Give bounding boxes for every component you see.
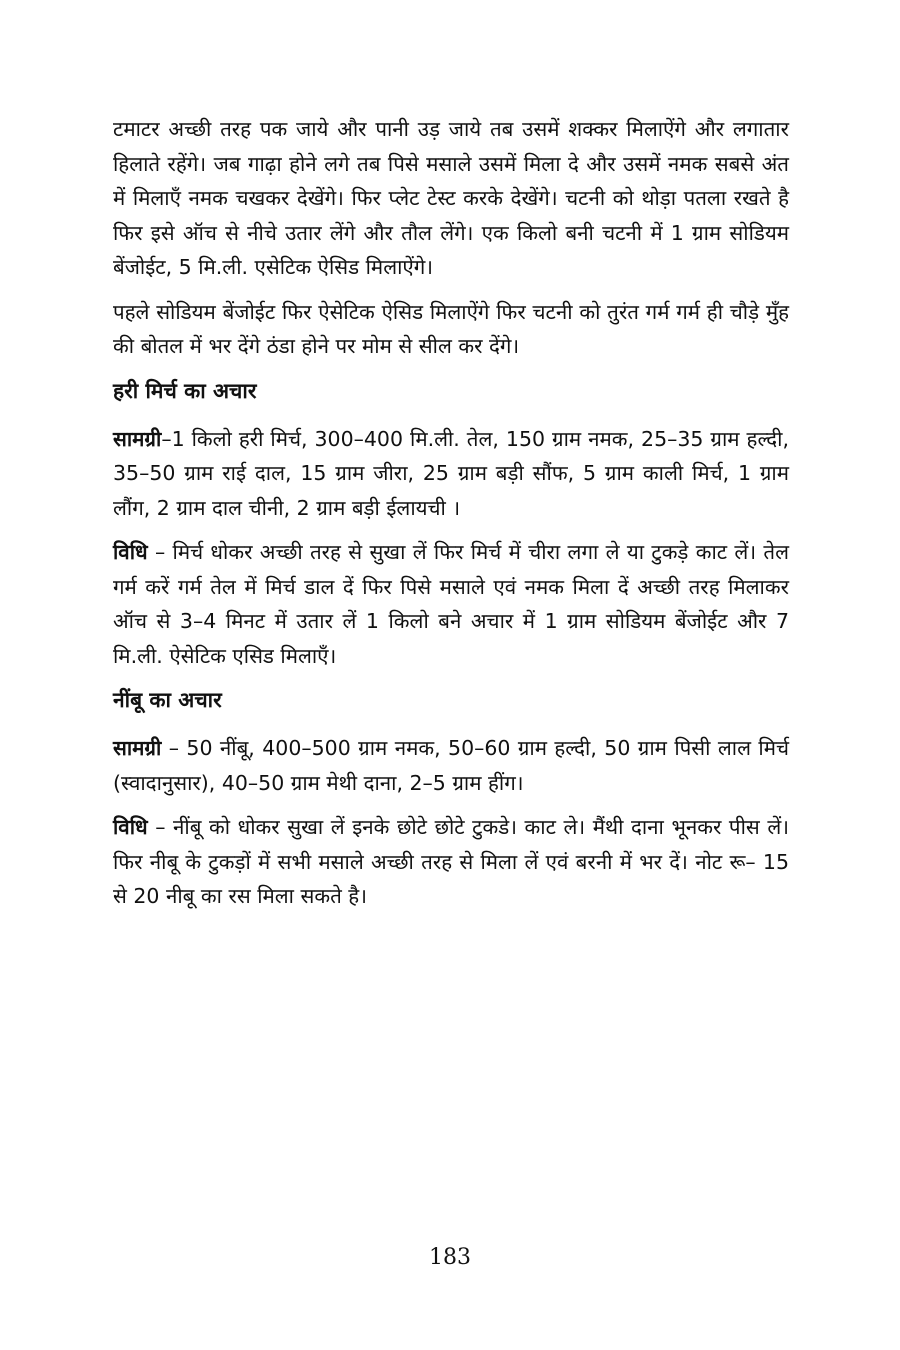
green-chilli-pickle-heading: हरी मिर्च का अचार [113,378,257,403]
method-text: – मिर्च धोकर अच्छी तरह से सुखा लें फिर मिर्च में चीरा लगा ले या टुकड़े काट लें। तेल गर्म करें गर्म तेल में मिर्च डाल दें फिर पिसे मसाले एवं नमक मिला दें अच्छी तरह मिलाकर ऑच से 3–4 मिनट में उतार लें 1 किलो बने अचार में 1 ग्राम सोडियम बेंजोईट और 7 मि.ली. ऐसेटिक एसिड मिलाएँ। [113,540,789,668]
green-chilli-method [113,535,789,673]
ingredients-label: सामग्री [113,736,162,760]
ingredients-label: सामग्री [113,426,162,451]
method-text: – नींबू को धोकर सुखा लें इनके छोटे छोटे टुकडे। काट ले। मैंथी दाना भूनकर पीस लें। फिर नीबू के टुकड़ों में सभी मसाले अच्छी तरह से मिला लें एवं बरनी में भर दें। नोट रू– 15 से 20 नीबू का रस मिला सकते है। [113,815,789,908]
method-label: विधि [113,540,148,564]
page-content [113,112,789,924]
chutney-method-paragraph: टमाटर अच्छी तरह पक जाये और पानी उड़ जाये तब उसमें शक्कर मिलाऐंगे और लगातार हिलाते रहेंगे। जब गाढ़ा होने लगे तब पिसे मसाले उसमें मिला दे और उसमें नमक सबसे अंत में मिलाएँ नमक चखकर देखेंगे। फिर प्लेट टेस्ट करके देखेंगे। चटनी को थोड़ा पतला रखते है फिर इसे ऑच से नीचे उतार लेंगे और तौल लेंगे। एक किलो बनी चटनी में 1 ग्राम सोडियम बेंजोईट, 5 मि.ली. एसेटिक ऐसिड मिलाऐंगे। [113,117,789,279]
page-number: 183 [429,1245,471,1270]
lemon-method [113,810,789,914]
ingredients-text: –1 किलो हरी मिर्च, 300–400 मि.ली. तेल, 150 ग्राम नमक, 25–35 ग्राम हल्दी, 35–50 ग्राम राई दाल, 15 ग्राम जीरा, 25 ग्राम बड़ी सौंफ, 5 ग्राम काली मिर्च, 1 ग्राम लौंग, 2 ग्राम दाल चीनी, 2 ग्राम बड़ी ईलायची । [113,426,789,520]
green-chilli-ingredients [113,422,789,526]
method-label: विधि [113,815,148,839]
lemon-ingredients [113,731,789,800]
chutney-bottling-paragraph: पहले सोडियम बेंजोईट फिर ऐसेटिक ऐसिड मिलाऐंगे फिर चटनी को तुरंत गर्म गर्म ही चौड़े मुँह की बोतल में भर देंगे ठंडा होने पर मोम से सील कर देंगे। [113,299,789,358]
lemon-pickle-heading: नींबू का अचार [113,688,222,712]
ingredients-text: – 50 नींबू, 400–500 ग्राम नमक, 50–60 ग्राम हल्दी, 50 ग्राम पिसी लाल मिर्च (स्वादानुसार), 40–50 ग्राम मेथी दाना, 2–5 ग्राम हींग। [113,736,789,795]
